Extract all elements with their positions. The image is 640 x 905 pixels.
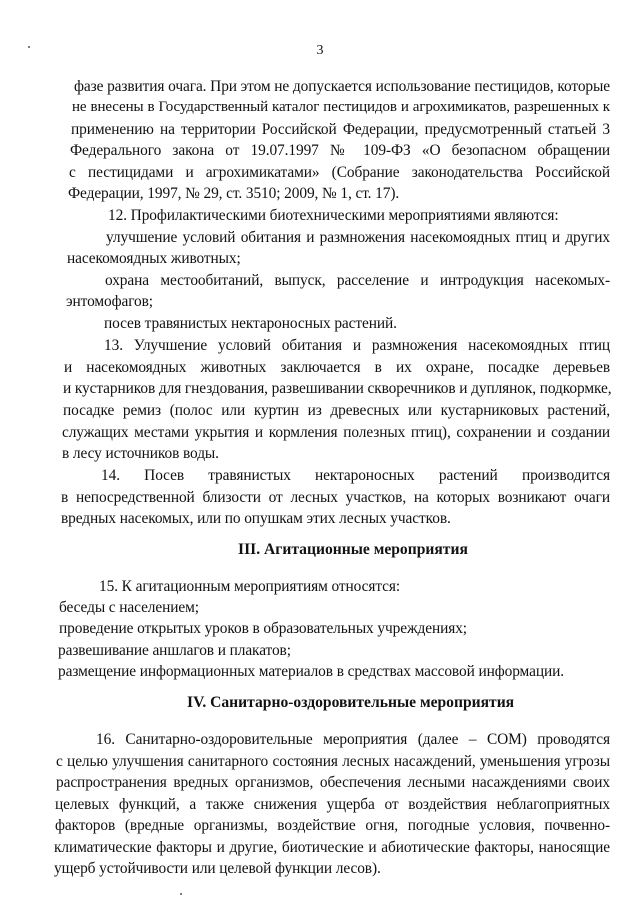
text-line: и насекомоядных животных заключается в их охране, посадке деревьев: [64, 359, 610, 376]
list-item: проведение открытых уроков в образовательных учреждениях;: [59, 620, 467, 637]
paragraph-16-line: 16. Санитарно-оздоровительные мероприятия (далее – СОМ) проводятся: [96, 731, 610, 748]
text-line: насекомоядных животных;: [67, 250, 241, 267]
paragraph-15-line: 15. К агитационным мероприятиям относятся:: [99, 578, 401, 595]
text-line: вредных насекомых, или по опушкам этих лесных участков.: [61, 510, 451, 527]
text-line: применению на территории Российской Федерации, предусмотренный статьей 3: [71, 121, 610, 138]
text-line: с целью улучшения санитарного состояния лесных насаждений, уменьшения угрозы: [56, 753, 610, 770]
paragraph-13-line: 13. Улучшение условий обитания и размножения насекомоядных птиц: [104, 337, 610, 354]
text-line: охрана местообитаний, выпуск, расселение и интродукция насекомых-: [105, 272, 610, 289]
text-line: в лесу источников воды.: [62, 445, 219, 462]
text-line: не внесены в Государственный каталог пестицидов и агрохимикатов, разрешенных к: [72, 99, 610, 115]
text-line: климатические факторы и другие, биотические и абиотические факторы, наносящие: [54, 839, 610, 856]
text-line: энтомофагов;: [66, 293, 153, 310]
text-line: служащих местами укрытия и кормления полезных птиц), сохранении и создании: [62, 424, 610, 441]
text-line: Федерации, 1997, № 29, ст. 3510; 2009, № 1, ст. 17).: [68, 185, 400, 202]
text-line: распространения вредных организмов, обеспечения лесными насаждениями своих: [56, 774, 610, 791]
list-item: беседы с населением;: [59, 599, 199, 616]
list-item: размещение информационных материалов в средствах массовой информации.: [58, 663, 564, 680]
text-line: ущерб устойчивости или целевой функции лесов).: [54, 860, 381, 877]
text-line: целевых функций, а также снижения ущерба от воздействия неблагоприятных: [55, 796, 610, 813]
text-line: Федерального закона от 19.07.1997 № 109-ФЗ «О безопасном обращении: [70, 142, 610, 159]
paragraph-14-line: 14. Посев травянистых нектароносных растений производится: [101, 467, 610, 484]
page-number: 3: [316, 43, 324, 58]
text-line: улучшение условий обитания и размножения насекомоядных птиц и других: [106, 229, 610, 246]
text-line: посев травянистых нектароносных растений.: [104, 315, 397, 332]
text-line: фазе развития очага. При этом не допускается использование пестицидов, которые: [74, 78, 610, 95]
text-line: факторов (вредные организмы, воздействие огня, погодные условия, почвенно-: [55, 817, 610, 834]
list-item: развешивание аншлагов и плакатов;: [58, 642, 291, 659]
paragraph-12-line: 12. Профилактическими биотехническими мероприятиями являются:: [108, 207, 559, 224]
text-line: и кустарников для гнездования, развешивании скворечников и дуплянок, подкормке,: [63, 380, 612, 397]
scan-speck: [28, 46, 30, 48]
section-heading-sanitary: IV. Санитарно-оздоровительные мероприятия: [187, 694, 515, 711]
text-line: с пестицидами и агрохимикатами» (Собрание законодательства Российской: [69, 164, 610, 181]
section-heading-agitation: III. Агитационные мероприятия: [238, 541, 468, 558]
text-line: посадке ремиз (полос или куртин из древесных или кустарниковых растений,: [63, 402, 610, 419]
scan-speck: [180, 893, 182, 895]
text-line: в непосредственной близости от лесных участков, на которых возникают очаги: [61, 489, 610, 506]
